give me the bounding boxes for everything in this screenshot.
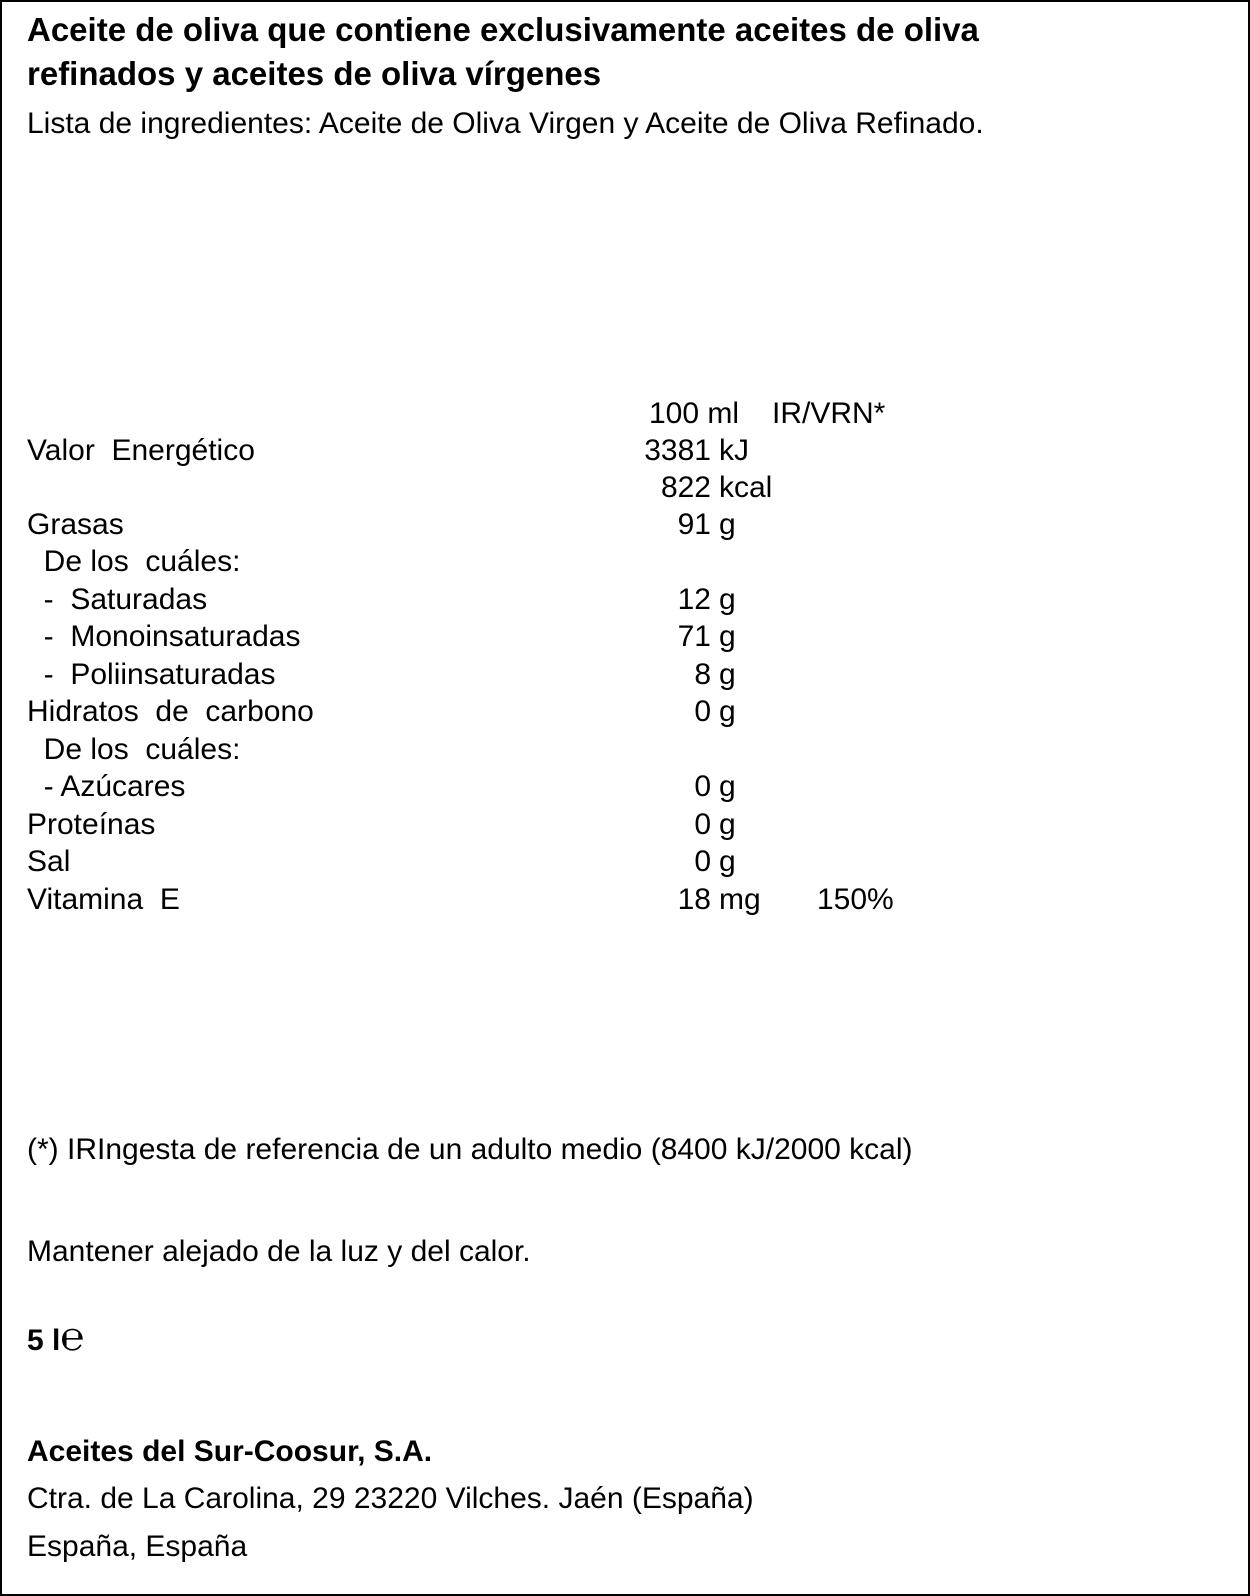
product-title-line-1: Aceite de oliva que contiene exclusivamente aceites de oliva xyxy=(27,11,979,48)
company-address: Ctra. de La Carolina, 29 23220 Vilches. Jaén (España) xyxy=(27,1482,754,1515)
nutrient-label: - Monoinsaturadas xyxy=(27,620,301,653)
nutrient-label: - Saturadas xyxy=(27,583,208,616)
nutrient-unit: mg xyxy=(719,883,761,916)
nutrient-value: 18 xyxy=(677,883,711,916)
nutrient-unit: g xyxy=(719,658,736,691)
nutrient-unit: g xyxy=(719,695,736,728)
nutrient-unit: g xyxy=(719,620,736,653)
nutrient-unit: g xyxy=(719,508,736,541)
product-title-line-2: refinados y aceites de oliva vírgenes xyxy=(27,55,602,92)
nutrient-value: 0 xyxy=(694,695,711,728)
company-country: España, España xyxy=(27,1530,248,1563)
nutrient-unit: g xyxy=(719,808,736,841)
nutrition-header-per-100ml: 100 ml xyxy=(649,397,740,430)
nutrient-value: 3381 xyxy=(644,434,711,467)
nutrient-value: 8 xyxy=(694,658,711,691)
estimated-sign-icon: ℮ xyxy=(60,1314,85,1360)
nutrient-label: Sal xyxy=(27,845,71,878)
nutrient-value: 12 xyxy=(677,583,711,616)
nutrition-header-reference-intake: IR/VRN* xyxy=(772,397,886,430)
nutrient-label: Grasas xyxy=(27,508,124,541)
net-quantity xyxy=(27,1314,85,1361)
nutrient-value: 822 xyxy=(660,471,711,504)
nutrient-label: Proteínas xyxy=(27,808,156,841)
reference-intake-footnote: (*) IRIngesta de referencia de un adulto medio (8400 kJ/2000 kcal) xyxy=(27,1133,913,1166)
nutrient-label: De los cuáles: xyxy=(27,545,241,578)
nutrient-label: Hidratos de carbono xyxy=(27,695,314,728)
nutrient-value: 91 xyxy=(677,508,711,541)
nutrient-label: De los cuáles: xyxy=(27,733,241,766)
nutrient-value: 0 xyxy=(694,845,711,878)
storage-instructions: Mantener alejado de la luz y del calor. xyxy=(27,1235,531,1268)
nutrient-reference-intake-percent: 150% xyxy=(817,883,894,916)
nutrient-unit: kcal xyxy=(719,471,773,504)
nutrient-label: Vitamina E xyxy=(27,883,180,916)
nutrient-value: 71 xyxy=(677,620,711,653)
nutrient-label: - Azúcares xyxy=(27,770,186,803)
nutrient-label: Valor Energético xyxy=(27,434,255,467)
nutrient-unit: g xyxy=(719,583,736,616)
ingredients-list: Lista de ingredientes: Aceite de Oliva Virgen y Aceite de Oliva Refinado. xyxy=(27,107,984,140)
company-name: Aceites del Sur-Coosur, S.A. xyxy=(27,1435,433,1468)
product-title xyxy=(27,8,1237,96)
nutrient-value: 0 xyxy=(694,808,711,841)
nutrient-value: 0 xyxy=(694,770,711,803)
nutrient-label: - Poliinsaturadas xyxy=(27,658,276,691)
nutrient-unit: g xyxy=(719,770,736,803)
net-quantity-amount: 5 l xyxy=(27,1324,61,1357)
nutrient-unit: g xyxy=(719,845,736,878)
nutrient-unit: kJ xyxy=(719,434,749,467)
